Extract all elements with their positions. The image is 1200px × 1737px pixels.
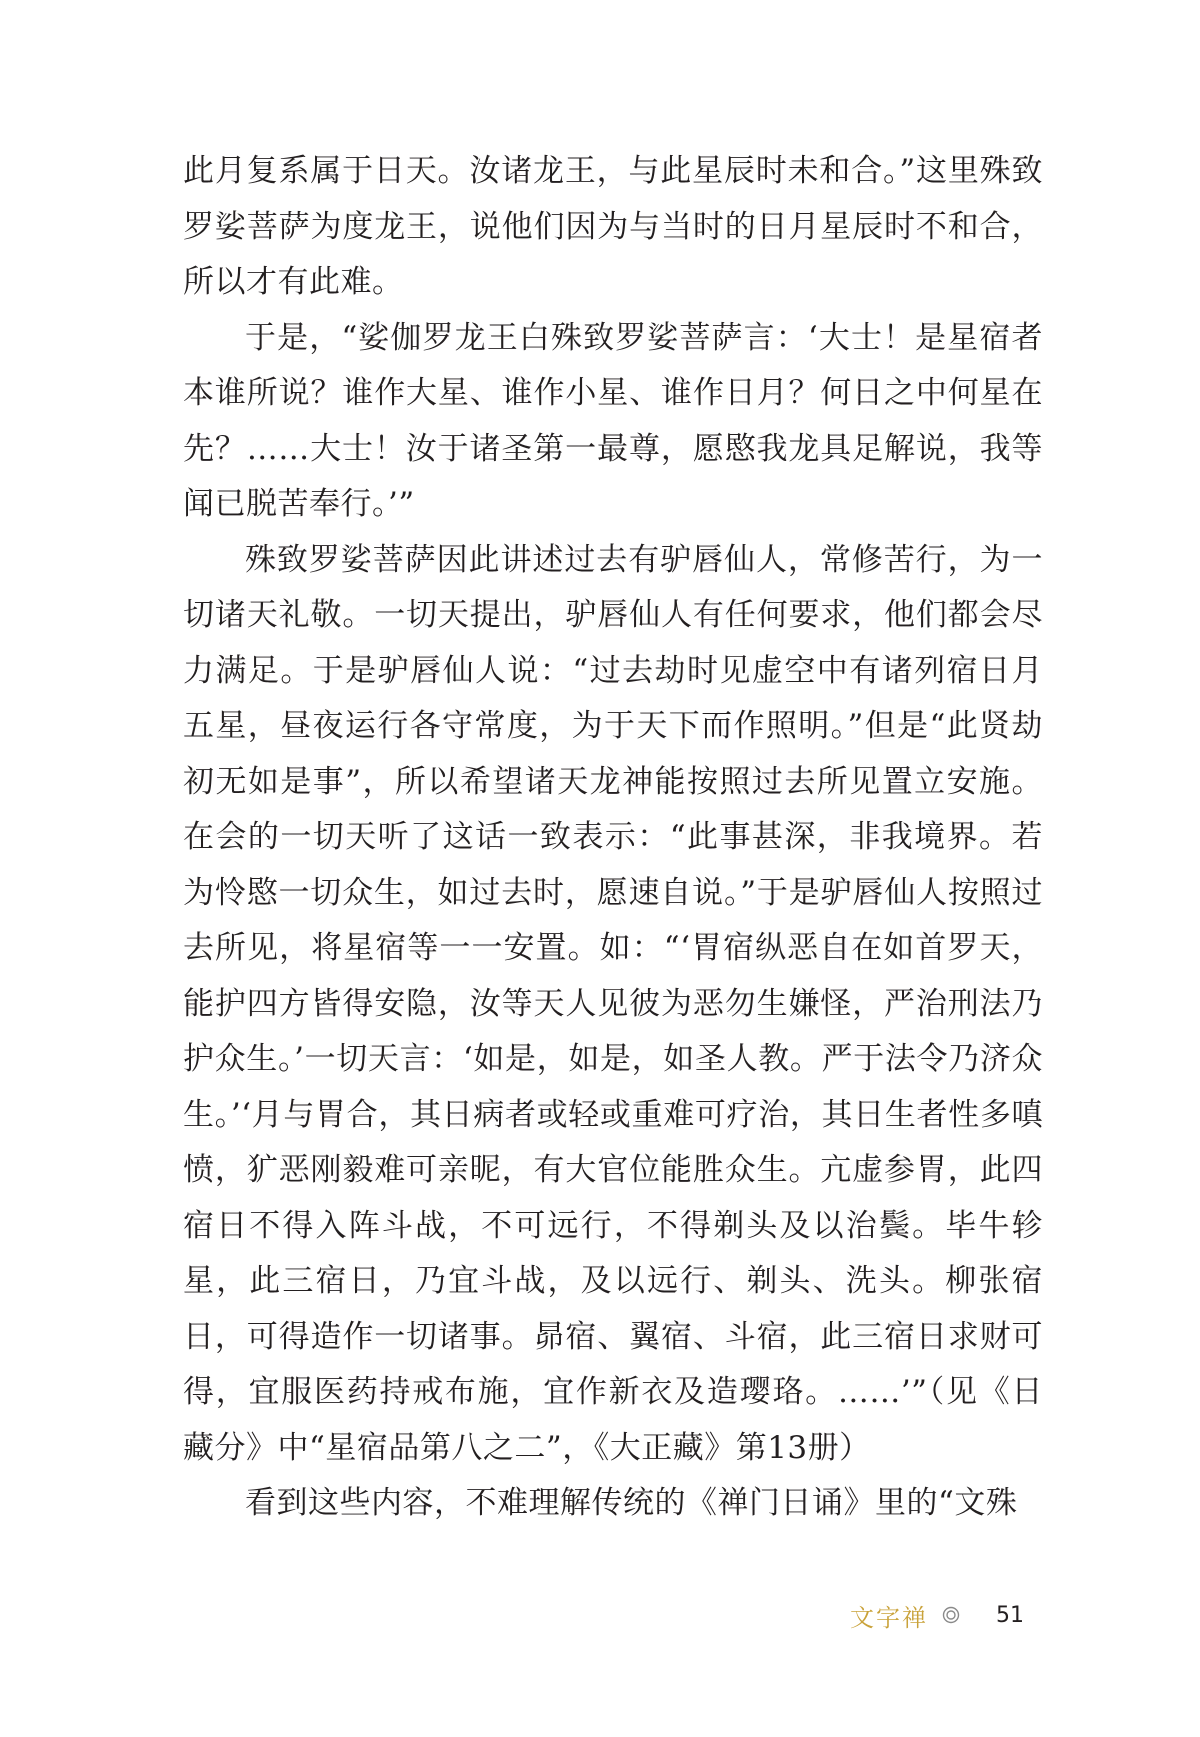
paragraph-2: 于是，“娑伽罗龙王白殊致罗娑菩萨言：‘大士！是星宿者本谁所说？谁作大星、谁作小星、谁作日月？何日之中何星在先？……大士！汝于诸圣第一最尊，愿愍我龙具足解说，我等闻已脱苦奉行。’” bbox=[183, 319, 1043, 522]
paragraph-4: 看到这些内容，不难理解传统的《禅门日诵》里的“文殊 bbox=[245, 1485, 1018, 1521]
double-circle-icon bbox=[942, 1606, 960, 1624]
paragraph-3: 殊致罗娑菩萨因此讲述过去有驴唇仙人，常修苦行，为一切诸天礼敬。一切天提出，驴唇仙人有任何要求，他们都会尽力满足。于是驴唇仙人说：“过去劫时见虚空中有诸列宿日月五星，昼夜运行各守常度，为于天下而作照明。”但是“此贤劫初无如是事”，所以希望诸天龙神能按照过去所见置立安施。在会的一切天听了这话一致表示：“此事甚深，非我境界。若为怜愍一切众生，如过去时，愿速自说。”于是驴唇仙人按照过去所见，将星宿等一一安置。如：“‘胃宿纵恶自在如首罗天，能护四方皆得安隐，汝等天人见彼为恶勿生嫌怪，严治刑法乃护众生。’一切天言：‘如是，如是，如圣人教。严于法令乃济众生。’‘月与胃合，其日病者或轻或重难可疗治，其日生者性多嗔愤，犷恶刚毅难可亲昵，有大官位能胜众生。亢虚参胃，此四宿日不得入阵斗战，不可远行，不得剃头及以治鬓。毕牛轸星，此三宿日，乃宜斗战，及以远行、剃头、洗头。柳张宿日，可得造作一切诸事。昴宿、翼宿、斗宿，此三宿日求财可得，宜服医药持戒布施，宜作新衣及造璎珞。……’”（见《日藏分》中“星宿品第八之二”，《大正藏》第13册） bbox=[183, 541, 1043, 1466]
page-footer bbox=[850, 1598, 1080, 1632]
page-number: 51 bbox=[996, 1602, 1024, 1628]
body-text bbox=[183, 144, 1043, 1532]
paragraph-1: 此月复系属于日天。汝诸龙王，与此星辰时未和合。”这里殊致罗娑菩萨为度龙王，说他们因为与当时的日月星辰时不和合，所以才有此难。 bbox=[183, 153, 1043, 300]
running-title: 文字禅 bbox=[850, 1603, 928, 1632]
